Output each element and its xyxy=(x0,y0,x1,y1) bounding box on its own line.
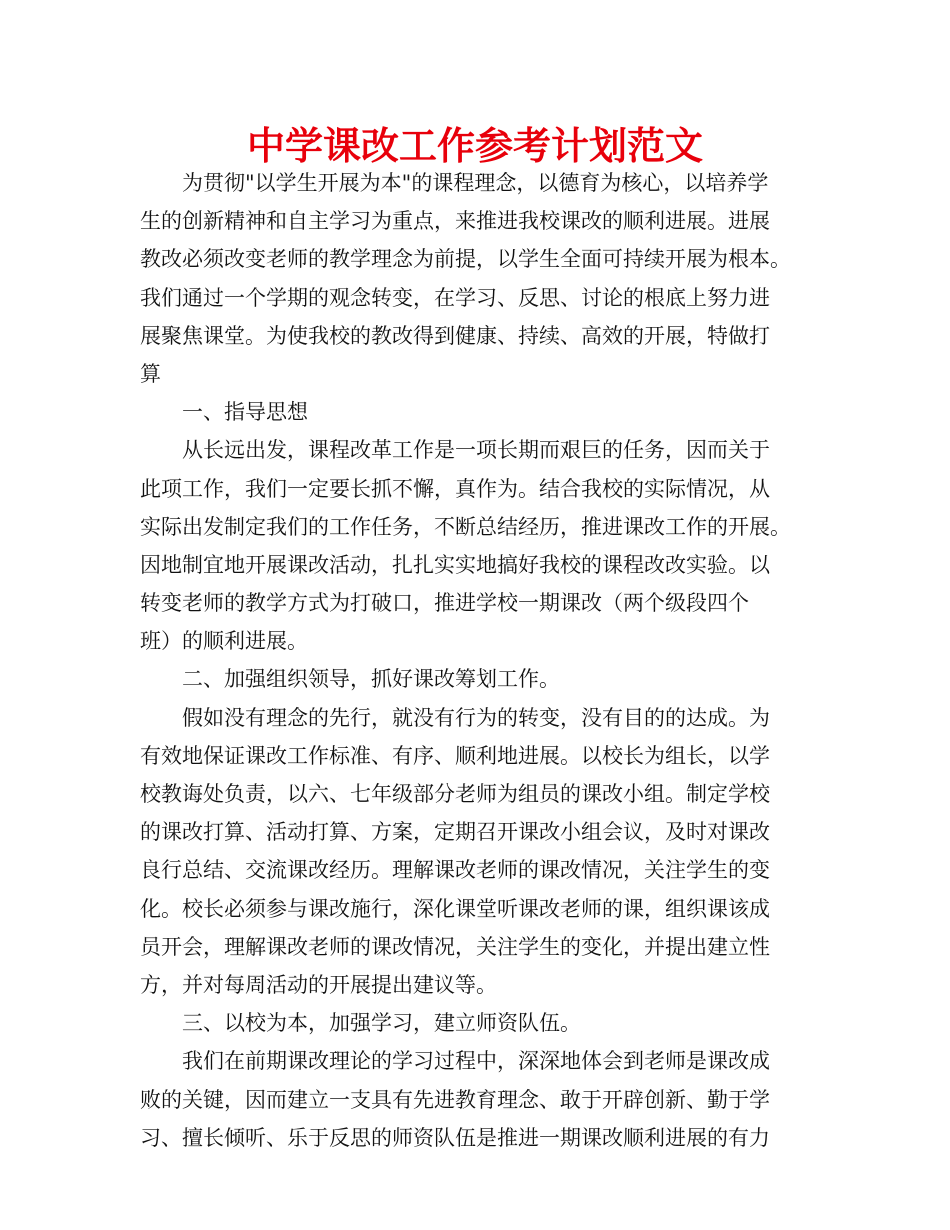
text-line: 良行总结、交流课改经历。理解课改老师的课改情况，关注学生的变 xyxy=(140,858,770,883)
text-line: 生的创新精神和自主学习为重点，来推进我校课改的顺利进展。进展 xyxy=(140,209,770,234)
text-line: 三、以校为本，加强学习，建立师资队伍。 xyxy=(182,1011,581,1036)
text-line: 员开会，理解课改老师的课改情况，关注学生的变化，并提出建立性 xyxy=(140,934,770,959)
text-line: 一、指导思想 xyxy=(182,400,308,425)
text-line: 假如没有理念的先行，就没有行为的转变，没有目的的达成。为 xyxy=(182,705,770,730)
document-title: 中学课改工作参考计划范文 xyxy=(246,123,703,168)
text-line: 教改必须改变老师的教学理念为前提，以学生全面可持续开展为根本。 xyxy=(140,247,791,272)
text-line: 展聚焦课堂。为使我校的教改得到健康、持续、高效的开展，特做打 xyxy=(140,323,770,348)
text-line: 转变老师的教学方式为打破口，推进学校一期课改（两个级段四个 xyxy=(140,591,749,616)
text-line: 有效地保证课改工作标准、有序、顺利地进展。以校长为组长，以学 xyxy=(140,743,770,768)
text-line: 的课改打算、活动打算、方案，定期召开课改小组会议，及时对课改 xyxy=(140,820,770,845)
text-line: 化。校长必须参与课改施行，深化课堂听课改老师的课，组织课该成 xyxy=(140,896,770,921)
text-line: 我们在前期课改理论的学习过程中，深深地体会到老师是课改成 xyxy=(182,1049,770,1074)
text-line: 实际出发制定我们的工作任务，不断总结经历，推进课改工作的开展。 xyxy=(140,514,791,539)
text-line: 校教诲处负责，以六、七年级部分老师为组员的课改小组。制定学校 xyxy=(140,782,770,806)
text-line: 方，并对每周活动的开展提出建议等。 xyxy=(140,972,497,997)
text-line: 为贯彻"以学生开展为本"的课程理念，以德育为核心，以培养学 xyxy=(182,171,769,195)
text-line: 我们通过一个学期的观念转变，在学习、反思、讨论的根底上努力进 xyxy=(140,285,770,310)
text-line: 此项工作，我们一定要长抓不懈，真作为。结合我校的实际情况，从 xyxy=(140,476,770,501)
document-body xyxy=(140,164,812,1157)
text-line: 班）的顺利进展。 xyxy=(140,629,308,654)
text-line: 习、擅长倾听、乐于反思的师资队伍是推进一期课改顺利进展的有力 xyxy=(140,1125,770,1150)
text-line: 从长远出发，课程改革工作是一项长期而艰巨的任务，因而关于 xyxy=(182,438,770,463)
text-line: 算 xyxy=(140,361,161,386)
text-line: 二、加强组织领导，抓好课改筹划工作。 xyxy=(182,667,560,692)
text-line: 因地制宜地开展课改活动，扎扎实实地搞好我校的课程改改实验。以 xyxy=(140,552,770,577)
text-line: 败的关键，因而建立一支具有先进教育理念、敢于开辟创新、勤于学 xyxy=(140,1087,770,1112)
